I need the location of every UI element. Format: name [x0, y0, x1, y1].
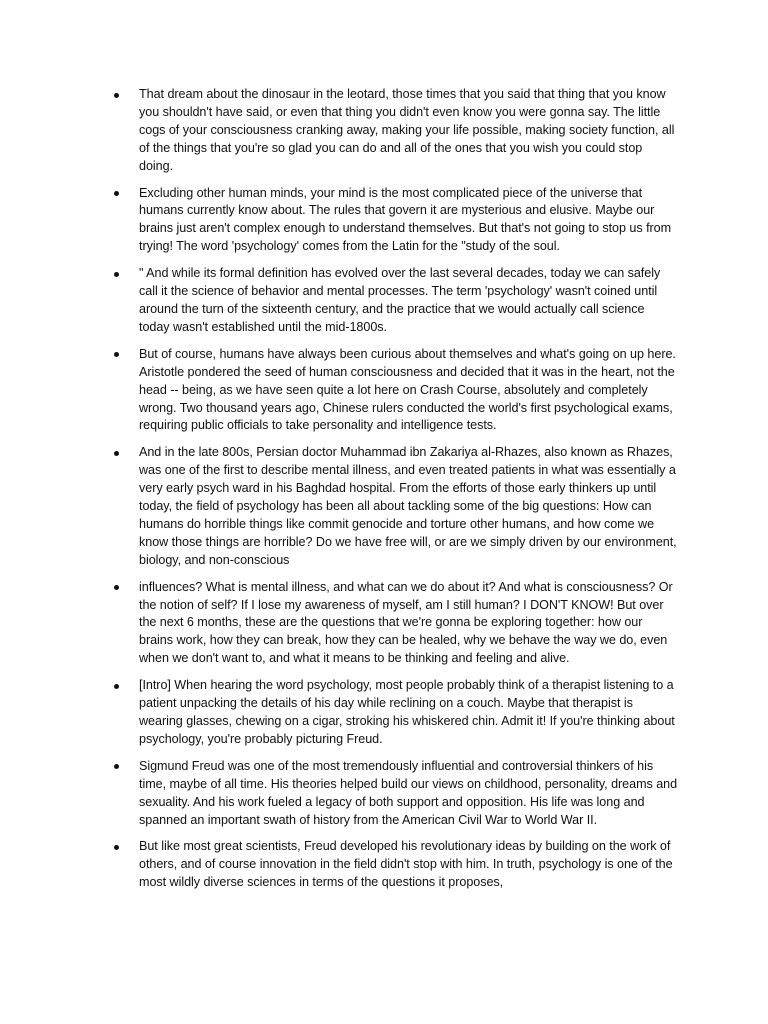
paragraph-text: But of course, humans have always been curious about themselves and what's going on up here. Aristotle pondered the seed of human consciousness and decided that it was in the heart, not the head -- being, as we have seen quite a lot here on Crash Course, absolutely and completely wrong. Two thousand years ago, Chinese rulers conducted the world's first psychological exams, requiring public officials to take personality and intelligence tests.: [139, 346, 676, 433]
bullet-icon: [114, 684, 119, 689]
bullet-paragraph-7: [112, 677, 678, 749]
bullet-paragraph-2: [112, 185, 678, 257]
bullet-paragraph-9: [112, 838, 678, 892]
bullet-icon: [114, 93, 119, 98]
bullet-icon: [114, 352, 119, 357]
bullet-icon: [114, 585, 119, 590]
bullet-icon: [114, 451, 119, 456]
paragraph-text: [Intro] When hearing the word psychology, most people probably think of a therapist listening to a patient unpacking the details of his day while reclining on a couch. Maybe that therapist is wearing glasses, chewing on a cigar, stroking his whiskered chin. Admit it! If you're thinking about psychology, you're probably picturing Freud.: [139, 678, 675, 746]
bullet-paragraph-1: [112, 86, 678, 176]
bullet-icon: [114, 191, 119, 196]
bullet-icon: [114, 272, 119, 277]
bullet-paragraph-5: [112, 444, 678, 569]
paragraph-text: influences? What is mental illness, and what can we do about it? And what is consciousness? Or the notion of self? If I lose my awareness of myself, am I still human? I DON'T KNOW! But over the next 6 months, these are the questions that we're gonna be exploring together: how our brains work, how they can break, how they can be healed, why we behave the way we do, even when we don't want to, and what it means to be thinking and feeling and alive.: [139, 579, 673, 666]
paragraph-text: And in the late 800s, Persian doctor Muhammad ibn Zakariya al-Rhazes, also known as Rhazes, was one of the first to describe mental illness, and even treated patients in what was essentially a very early psych ward in his Baghdad hospital. From the efforts of those early thinkers up until today, the field of psychology has been all about tackling some of the big questions: How can humans do horrible things like commit genocide and torture other humans, and how come we know those things are horrible? Do we have free will, or are we simply driven by our environment, biology, and non-conscious: [139, 445, 677, 567]
bullet-icon: [114, 845, 119, 850]
bullet-icon: [114, 764, 119, 769]
bullet-paragraph-6: [112, 579, 678, 669]
paragraph-text: Excluding other human minds, your mind is the most complicated piece of the universe that humans currently know about. The rules that govern it are mysterious and elusive. Maybe our brains just aren't complex enough to understand themselves. But that's not going to stop us from trying! The word 'psychology' comes from the Latin for the "study of the soul.: [139, 185, 672, 254]
bullet-paragraph-4: [112, 346, 678, 436]
bullet-paragraph-8: [112, 758, 678, 830]
bullet-paragraph-3: [112, 265, 678, 337]
paragraph-text: That dream about the dinosaur in the leotard, those times that you said that thing that you know you shouldn't have said, or even that thing you didn't even know you were gonna say. The little cogs of your consciousness cranking away, making your life possible, making society function, all of the things that you're so glad you can do and all of the ones that you wish you could stop doing.: [139, 87, 675, 173]
paragraph-text: Sigmund Freud was one of the most tremendously influential and controversial thinkers of his time, maybe of all time. His theories helped build our views on childhood, personality, dreams and sexuality. And his work fueled a legacy of both support and opposition. His life was long and spanned an important swath of history from the American Civil War to World War II.: [139, 758, 678, 827]
paragraph-text: But like most great scientists, Freud developed his revolutionary ideas by building on the work of others, and of course innovation in the field didn't stop with him. In truth, psychology is one of the most wildly diverse sciences in terms of the questions it proposes,: [139, 839, 673, 890]
paragraph-text: " And while its formal definition has evolved over the last several decades, today we can safely call it the science of behavior and mental processes. The term 'psychology' wasn't coined until around the turn of the sixteenth century, and the practice that we would actually call science today wasn't established until the mid-1800s.: [139, 266, 661, 334]
bullet-list: [112, 86, 678, 901]
